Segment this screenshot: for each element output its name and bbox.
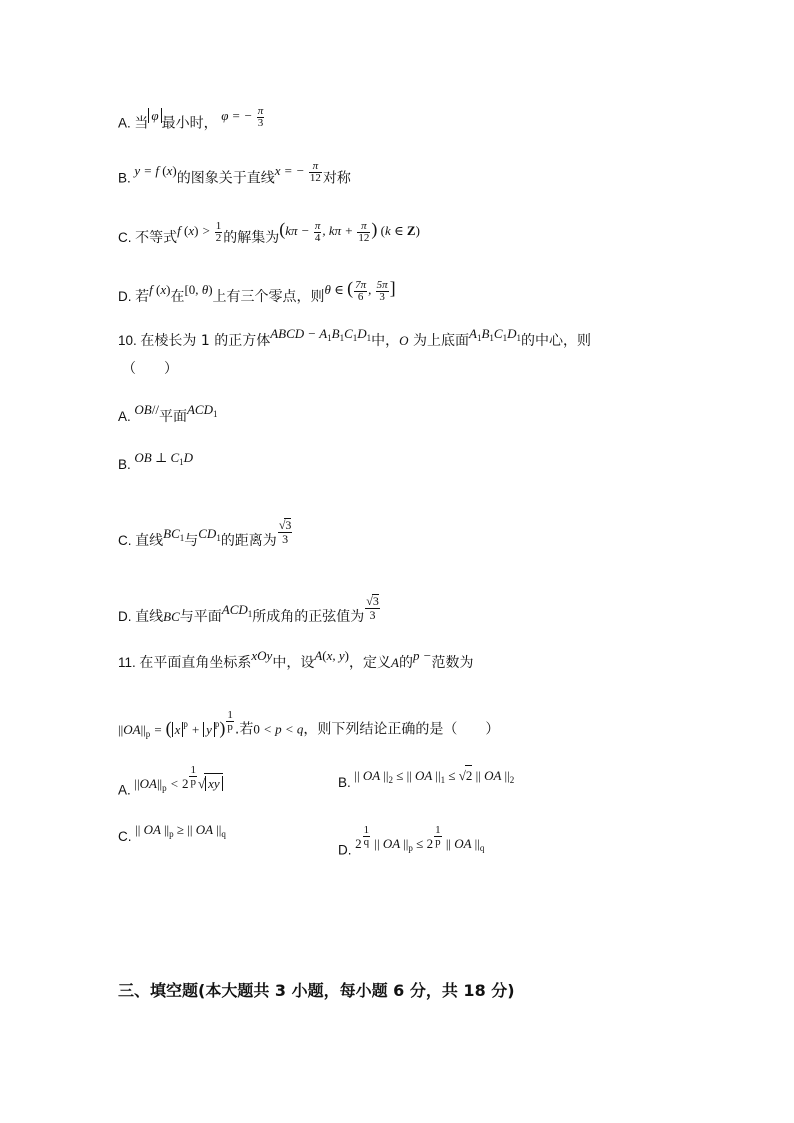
q10-answer-blank: （ ） bbox=[122, 361, 178, 377]
option-label: A. bbox=[118, 409, 131, 424]
math-p-q-condition: 0 < p < q bbox=[253, 721, 304, 737]
math-inequality: f (x) > $\frac{1}{2}$ bbox=[177, 219, 222, 244]
math-option-c: || OA $||_p$ ≥ || OA $||_q$ bbox=[135, 822, 226, 839]
math-acd1: $ACD_1$ bbox=[221, 601, 253, 619]
math-norm-definition: $||OA||_p$ = ( x $^p$ + y $^p$) $^{\frac{1}{p}}$ bbox=[118, 709, 233, 739]
math-option-d: 2 $^{\frac{1}{q}}$ || OA $||_p \le 2$ $^{\frac{1}{p}}$ || OA $||_q$ bbox=[355, 824, 485, 853]
option-label: A. bbox=[118, 115, 131, 131]
math-ob-parallel: OB// bbox=[134, 402, 159, 417]
math-option-a: $||OA||_p < 2$ $^{\frac{1}{p}}$ √ xy bbox=[134, 776, 222, 791]
q11-option-c bbox=[118, 822, 226, 851]
q9-option-a: A. 当 φ 最小时， φ = − $\frac{\pi}{3}$ bbox=[118, 105, 264, 132]
math-plane-acd1: $ACD_1$ bbox=[186, 402, 218, 419]
math-solution-set: (kπ − $\frac{\pi}{4}$ , kπ + $\frac{\pi}{12}$ ) (k ∈ Z) bbox=[279, 219, 420, 244]
math-abs-phi: φ bbox=[148, 108, 161, 123]
math-x-value: x = − $\frac{\pi}{12}$ bbox=[274, 160, 321, 184]
q11-option-b bbox=[338, 768, 515, 797]
math-phi-value: φ = − $\frac{\pi}{3}$ bbox=[221, 105, 264, 129]
q11-option-a bbox=[118, 764, 223, 805]
math-fx: f (x) bbox=[149, 282, 171, 297]
option-label: C. bbox=[118, 532, 132, 548]
math-option-b: || OA $||_2$ ≤ || OA $||_1 \le √2$ || OA $||_2$ bbox=[354, 768, 514, 783]
option-label: D. bbox=[338, 842, 352, 858]
q10-option-d: D. 直线BC与平面$ACD_1$所成角的正弦值为 $\frac{√3}{3}$ bbox=[118, 594, 379, 625]
math-top-face: $A_1B_1C_1D_1$ bbox=[469, 326, 521, 343]
math-bc1: $BC_1$ bbox=[163, 525, 185, 543]
math-y-fx: y = f (x) bbox=[134, 163, 177, 179]
math-p-minus: p − bbox=[412, 648, 432, 663]
math-theta-range: θ ∈ ( $\frac{7\pi}{6}$ , $\frac{5\pi}{3}$ ] bbox=[324, 278, 396, 303]
math-bc: BC bbox=[163, 608, 180, 624]
section-heading: 三、填空题(本大题共 3 小题，每小题 6 分，共 18 分) bbox=[118, 981, 515, 1000]
question-number: 11. bbox=[118, 655, 136, 670]
option-label: B. bbox=[338, 775, 351, 790]
math-cd1: $CD_1$ bbox=[198, 525, 221, 543]
math-sqrt3-over-3: $\frac{√3}{3}$ bbox=[278, 518, 292, 546]
math-cube: ABCD − $A_1B_1C_1D_1$ bbox=[270, 326, 372, 343]
math-a: A bbox=[391, 655, 399, 670]
question-number: 10. bbox=[118, 333, 137, 348]
option-label: A. bbox=[118, 782, 131, 798]
math-sqrt3-over-3: $\frac{√3}{3}$ bbox=[366, 594, 379, 622]
option-label: C. bbox=[118, 829, 132, 844]
math-ob-perp: OB ⊥ $C_1D$ bbox=[134, 450, 194, 467]
q10-option-b bbox=[118, 450, 194, 479]
q10-option-c: C. 直线$BC_1$与$CD_1$的距离为 $\frac{√3}{3}$ bbox=[118, 518, 292, 549]
option-label: D. bbox=[118, 289, 132, 304]
option-label: B. bbox=[118, 457, 131, 472]
math-point-a: A(x, y) bbox=[314, 648, 350, 663]
math-interval: [0, θ) bbox=[184, 282, 213, 297]
q11-stem: 11. 在平面直角坐标系xOy中，设A(x, y)，定义A的p −范数为 bbox=[118, 648, 474, 671]
q11-definition: $||OA||_p$ = ( x $^p$ + y $^p$) $^{\frac{1}{p}}$ .若0 < p < q，则下列结论正确的是（ ） bbox=[118, 709, 500, 739]
q10-stem: 10. 在棱长为 1 的正方体ABCD − $A_1B_1C_1D_1$中，O 为上底面$A_1B_1C_1D_1$的中心，则 bbox=[118, 326, 591, 349]
q9-option-b: B. y = f (x)的图象关于直线x = − $\frac{\pi}{12}$ 对称 bbox=[118, 160, 351, 187]
q11-option-d bbox=[338, 824, 485, 865]
math-xoy: xOy bbox=[251, 648, 273, 663]
q9-option-c: C. 不等式f (x) > $\frac{1}{2}$ 的解集为(kπ − $\frac{\pi}{4}$ , kπ + $\frac{\pi}{12}$ ) (k ∈ Z) bbox=[118, 219, 420, 246]
option-label: D. bbox=[118, 608, 132, 624]
option-label: C. bbox=[118, 230, 132, 245]
q9-option-d: D. 若f (x)在[0, θ)上有三个零点，则θ ∈ ( $\frac{7\pi}{6}$ , $\frac{5\pi}{3}$ ] bbox=[118, 278, 396, 305]
option-label: B. bbox=[118, 170, 131, 186]
q10-option-a: A. OB//平面$ACD_1$ bbox=[118, 402, 218, 425]
